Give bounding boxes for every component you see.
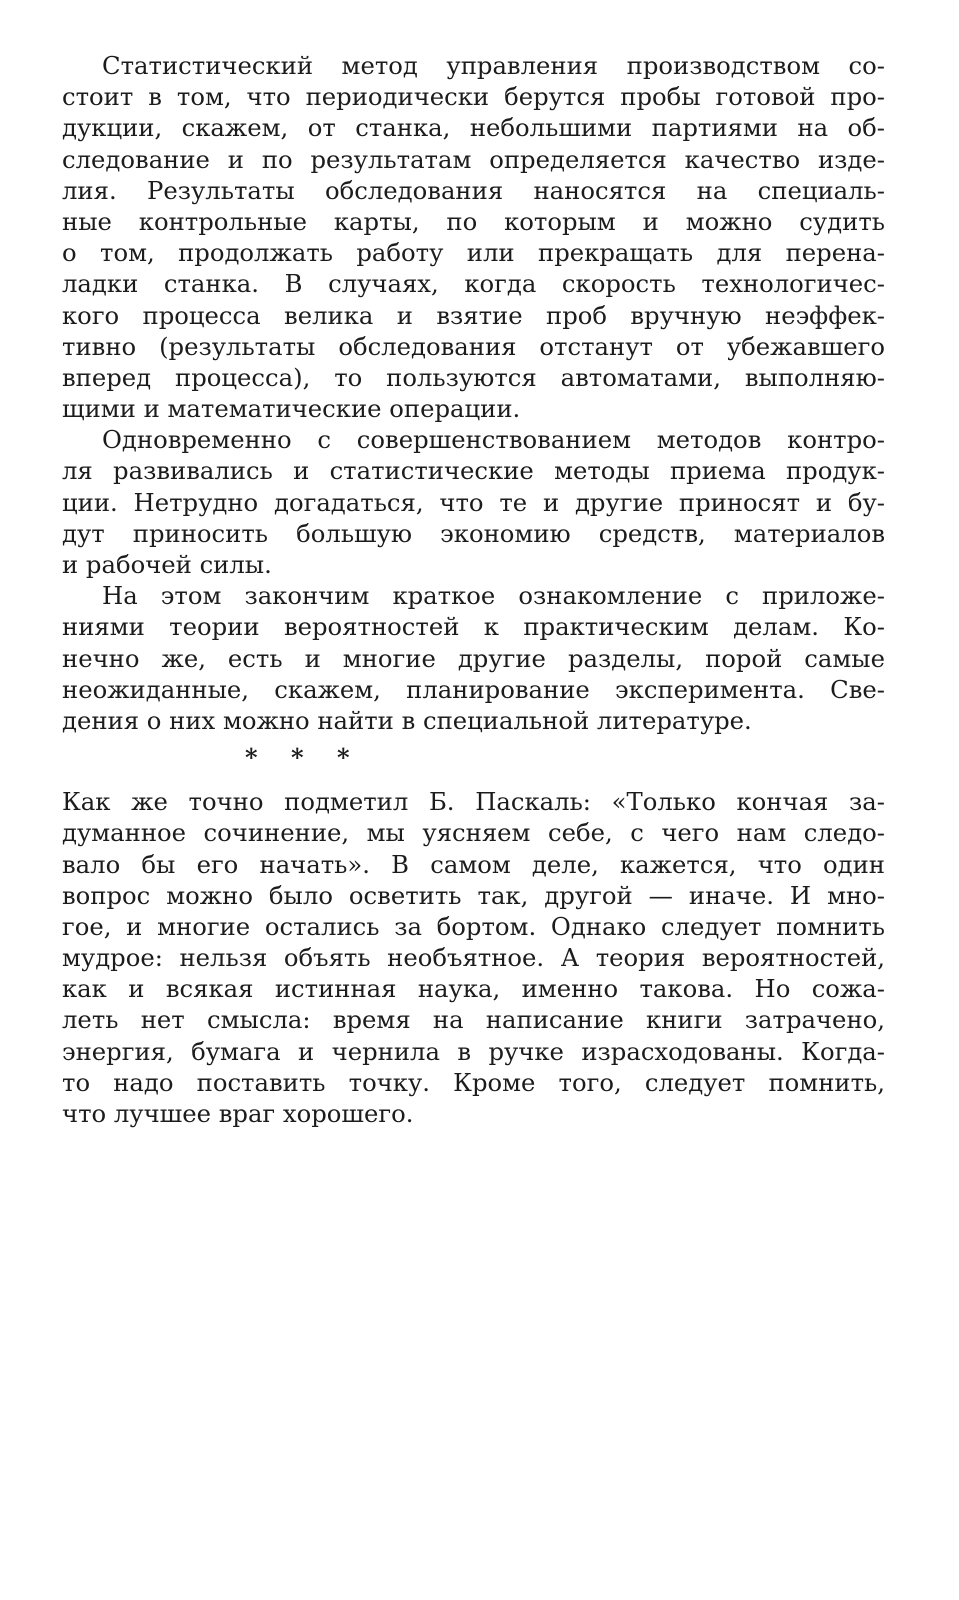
text-line: леть нет смысла: время на написание книги затрачено, [62, 1005, 885, 1035]
text-line: ниями теории вероятностей к практическим делам. Ко- [62, 612, 885, 642]
text-line: неожиданные, скажем, планирование эксперимента. Све- [62, 674, 885, 704]
paragraph-3 [62, 580, 885, 736]
text-line: энергия, бумага и чернила в ручке израсходованы. Когда- [62, 1036, 885, 1066]
text-line: Как же точно подметил Б. Паскаль: «Только кончая за- [62, 787, 885, 817]
text-line: дут приносить большую экономию средств, материалов [62, 518, 885, 548]
text-line: дукции, скажем, от станка, небольшими партиями на об- [62, 113, 885, 143]
text-line: что лучшее враг хорошего. [62, 1099, 414, 1128]
paragraph-1 [62, 50, 885, 424]
text-line: мудрое: нельзя объять необъятное. А теория вероятностей, [62, 943, 885, 973]
text-line: ля развивались и статистические методы приема продук- [62, 456, 885, 486]
text-line: кого процесса велика и взятие проб вручную неэффек- [62, 300, 885, 330]
text-line: о том, продолжать работу или прекращать для перена- [62, 238, 885, 268]
page-text [62, 50, 885, 1129]
separator-asterisk: * [291, 743, 304, 773]
text-line: щими и математические операции. [62, 394, 521, 424]
text-line: Одновременно с совершенствованием методов контро- [102, 425, 885, 455]
text-line: ции. Нетрудно догадаться, что те и другие приносят и бу- [62, 487, 885, 517]
text-line: нечно же, есть и многие другие разделы, порой самые [62, 643, 885, 673]
text-line: как и всякая истинная наука, именно такова. Но сожа- [62, 974, 885, 1004]
text-line: думанное сочинение, мы уясняем себе, с чего нам следо- [62, 818, 885, 848]
text-line: вопрос можно было осветить так, другой — иначе. И мно- [62, 880, 885, 910]
text-line: лия. Результаты обследования наносятся на специаль- [62, 175, 885, 205]
paragraph-2 [62, 424, 885, 580]
text-line: На этом закончим краткое ознакомление с приложе- [102, 581, 885, 611]
text-line: вперед процесса), то пользуются автоматами, выполняю- [62, 362, 885, 392]
separator-asterisk: * [337, 743, 350, 773]
text-line: стоит в том, что периодически берутся пробы готовой про- [62, 82, 885, 112]
text-line: ладки станка. В случаях, когда скорость технологичес- [62, 269, 885, 299]
text-line: ные контрольные карты, по которым и можно судить [62, 206, 885, 236]
text-line: тивно (результаты обследования отстанут от убежавшего [62, 331, 885, 361]
text-line: следование и по результатам определяется качество изде- [62, 144, 885, 174]
text-line: и рабочей силы. [62, 550, 272, 579]
closing-paragraph [62, 786, 885, 1129]
separator-asterisk: * [245, 743, 258, 773]
text-line: гое, и многие остались за бортом. Однако следует помнить [62, 911, 885, 941]
text-line: то надо поставить точку. Кроме того, следует помнить, [62, 1067, 885, 1097]
text-line: Статистический метод управления производством со- [102, 51, 885, 80]
text-line: дения о них можно найти в специальной литературе. [62, 705, 752, 735]
text-line: вало бы его начать». В самом деле, кажется, что один [62, 849, 885, 879]
section-separator [62, 736, 885, 786]
